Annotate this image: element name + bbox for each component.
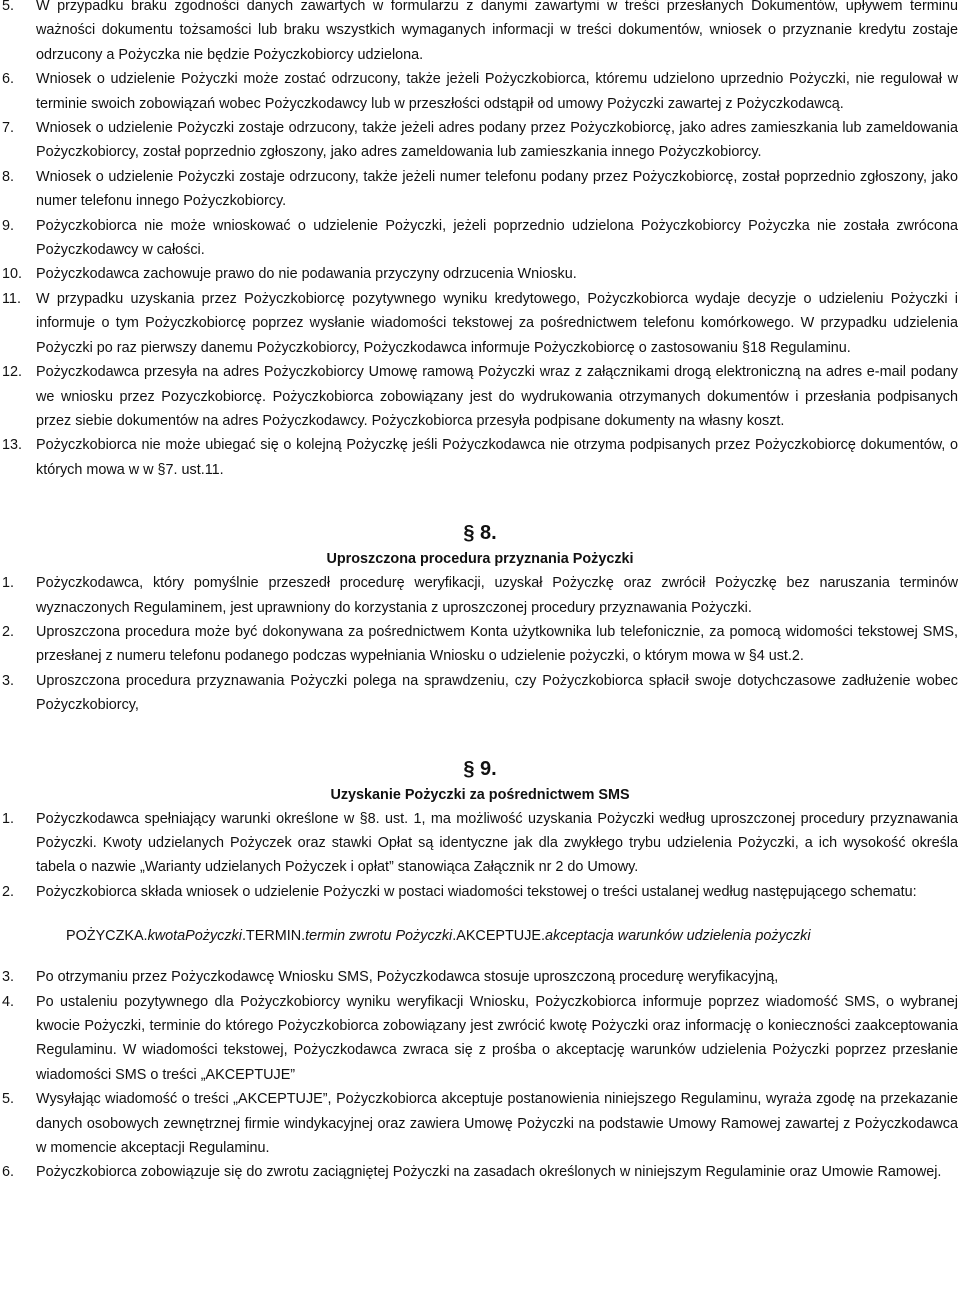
item-text: W przypadku uzyskania przez Pożyczkobiorcę pozytywnego wyniku kredytowego, Pożyczkobiorca wydaje decyzje o udzieleniu Pożyczki i informuje o tym Pożyczkobiorcę poprzez wysłanie wiadomości tekstowej za pośrednictwem telefonu komórkowego. W przypadku udzielenia Pożyczki po raz pierwszy danemu Pożyczkobiorcy, Pożyczkodawca informuje Pożyczkobiorcę o zastosowaniu §18 Regulaminu. (36, 290, 958, 356)
item-number: 13. (2, 437, 23, 454)
item-number: 7. (2, 120, 15, 137)
item-text: Pożyczkobiorca nie może wnioskować o udzielenie Pożyczki, jeżeli poprzednio udzielona Pożyczkobiorcy Pożyczka nie została zwrócona Pożyczkodawcy w całości. (36, 217, 958, 259)
section-9-item (0, 807, 960, 880)
item-number: 11. (2, 290, 21, 307)
item-text: Po ustaleniu pozytywnego dla Pożyczkobiorcy wyniku weryfikacji Wniosku, Pożyczkobiorca informuje poprzez wiadomość SMS, o wybranej kwocie Pożyczki, terminie do którego Pożyczkobiorca zobowiązany jest zwrócić kwotę Pożyczki oraz informację o konieczności zaakceptowania Regulaminu. W wiadomości tekstowej, Pożyczkodawca zwraca się z prośba o akceptację warunków udzielenia Pożyczki poprzez przesłanie wiadomości SMS o treści „AKCEPTUJE” (36, 993, 958, 1083)
section-7-item (0, 0, 960, 67)
item-number: 5. (2, 1091, 15, 1108)
item-number: 3. (2, 672, 15, 689)
section-9-item (0, 965, 960, 989)
item-text: Pożyczkobiorca zobowiązuje się do zwrotu zaciągniętej Pożyczki na zasadach określonych w niniejszym Regulaminie oraz Umowie Ramowej. (36, 1164, 942, 1181)
section-8-number: § 8. (463, 522, 497, 545)
item-text: Wniosek o udzielenie Pożyczki może zostać odrzucony, także jeżeli Pożyczkobiorca, któremu udzielono uprzednio Pożyczki, nie regulował w terminie swoich zobowiązań wobec Pożyczkodawcy lub w przeszłości odstąpił od umowy Pożyczki zawartej z Pożyczkodawcą. (36, 71, 958, 112)
item-number: 3. (2, 969, 15, 986)
sms-part-accept: akceptacja warunków udzielenia pożyczki (545, 928, 811, 945)
item-text: Po otrzymaniu przez Pożyczkodawcę Wniosku SMS, Pożyczkodawca stosuje uproszczoną procedurę weryfikacyjną, (36, 969, 779, 986)
item-text: Wysyłając wiadomość o treści „AKCEPTUJE”, Pożyczkobiorca akceptuje postanowienia niniejszego Regulaminu, wyraża zgodę na przekazanie danych osobowych zewnętrznej firmie windykacyjnej oraz zawiera Umowę Pożyczki na podstawie Umowy Ramowej zawartej z Pożyczkodawca w momencie akceptacji Regulaminu. (36, 1091, 958, 1157)
section-8-item (0, 620, 960, 669)
sms-part-term-keyword: .TERMIN. (241, 928, 306, 945)
section-9-list-b (0, 965, 960, 1185)
item-number: 5. (2, 0, 15, 14)
sms-schema (0, 924, 960, 948)
section-7-continued-list (0, 0, 960, 482)
sms-part-accept-keyword: .AKCEPTUJE. (452, 928, 545, 945)
section-9-number: § 9. (463, 757, 497, 780)
item-number: 2. (2, 883, 15, 900)
item-number: 2. (2, 623, 15, 640)
item-text: W przypadku braku zgodności danych zawartych w formularzu z danymi zawartymi w treści przesłanych Dokumentów, upływem terminu ważności dokumentu tożsamości lub braku wszystkich wymaganych informacji w treści dokumentów, wniosek o przyznanie kredytu zostaje odrzucony a Pożyczka nie będzie Pożyczkobiorcy udzielona. (36, 0, 958, 63)
section-7-item (0, 262, 960, 286)
item-text: Wniosek o udzielenie Pożyczki zostaje odrzucony, także jeżeli numer telefonu podany przez Pożyczkobiorcę, został poprzednio zgłoszony, jako numer telefonu innego Pożyczkobiorcy. (36, 168, 958, 210)
item-text: Uproszczona procedura może być dokonywana za pośrednictwem Konta użytkownika lub telefonicznie, za pomocą widomości tekstowej SMS, przesłanej z numeru telefonu podanego podczas wypełniania Wniosku o udzielenie pożyczki, o którym mowa w §4 ust.2. (36, 623, 958, 665)
section-8-item (0, 669, 960, 718)
item-number: 6. (2, 71, 15, 88)
item-text: Wniosek o udzielenie Pożyczki zostaje odrzucony, także jeżeli adres podany przez Pożyczkobiorcę, jako adres zamieszkania lub zameldowania Pożyczkobiorcy, został poprzednio zgłoszony, jako adres zameldowania lub zamieszkania innego Pożyczkobiorcy. (36, 120, 958, 161)
section-7-item (0, 433, 960, 482)
section-7-item (0, 287, 960, 360)
section-8-title: Uproszczona procedura przyznania Pożyczki (326, 551, 634, 568)
section-9-title: Uzyskanie Pożyczki za pośrednictwem SMS (330, 786, 630, 803)
section-7-item (0, 214, 960, 263)
sms-part-term: termin zwrotu Pożyczki (305, 928, 453, 945)
sms-part-amount: kwotaPożyczki (147, 928, 242, 945)
section-7-item (0, 116, 960, 165)
section-7-item (0, 360, 960, 433)
item-number: 8. (2, 168, 15, 185)
item-text: Pożyczkodawca, który pomyślnie przeszedł procedurę weryfikacji, uzyskał Pożyczkę oraz zwrócił Pożyczkę bez naruszania terminów wyznaczonych Regulaminem, jest uprawniony do korzystania z uproszczonej procedury przyznawania Pożyczki. (36, 575, 958, 616)
section-7-item (0, 67, 960, 116)
section-8-item (0, 571, 960, 620)
item-number: 9. (2, 217, 15, 234)
item-text: Pożyczkodawca spełniający warunki określone w §8. ust. 1, ma możliwość uzyskania Pożyczki według uproszczonej procedury przyznawania Pożyczki. Kwoty udzielanych Pożyczek oraz stawki Opłat są identyczne jak dla zwykłego trybu udzielenia Pożyczki, a ich wysokość określa tabela o nazwie „Warianty udzielanych Pożyczek i opłat” stanowiąca Załącznik nr 2 do Umowy. (36, 810, 958, 876)
item-text: Uproszczona procedura przyznawania Pożyczki polega na sprawdzeniu, czy Pożyczkobiorca spłacił swoje dotychczasowe zadłużenie wobec Pożyczkobiorcy, (36, 672, 958, 714)
section-9-item (0, 990, 960, 1088)
item-text: Pożyczkodawca przesyła na adres Pożyczkobiorcy Umowę ramową Pożyczki wraz z załącznikami drogą elektroniczną na adres e-mail podany we wniosku przez Pozyczkobiorcę. Pożyczkobiorca zobowiązany jest do wydrukowania otrzymanych dokumentów i przesłania podpisanych przez siebie dokumentów na adres Pożyczkodawcy. Pożyczkobiorca przesyła podpisane dokumenty na własny koszt. (36, 364, 958, 429)
section-8-list (0, 571, 960, 717)
item-text: Pożyczkodawca zachowuje prawo do nie podawania przyczyny odrzucenia Wniosku. (36, 266, 577, 283)
section-9-list-a (0, 807, 960, 905)
item-number: 12. (2, 364, 23, 381)
item-text: Pożyczkobiorca nie może ubiegać się o kolejną Pożyczkę jeśli Pożyczkodawca nie otrzyma podpisanych przez Pożyczkobiorcę dokumentów, o których mowa w w §7. ust.11. (36, 437, 958, 478)
section-9-item (0, 880, 960, 904)
item-number: 4. (2, 993, 15, 1010)
item-number: 6. (2, 1164, 15, 1181)
item-text: Pożyczkobiorca składa wniosek o udzielenie Pożyczki w postaci wiadomości tekstowej o treści ustalanej według następującego schematu: (36, 883, 917, 900)
item-number: 1. (2, 575, 15, 592)
item-number: 1. (2, 810, 15, 827)
item-number: 10. (2, 266, 23, 283)
sms-part-keyword: POŻYCZKA. (66, 928, 148, 945)
section-9-item (0, 1160, 960, 1184)
section-9-item (0, 1087, 960, 1160)
section-7-item (0, 165, 960, 214)
